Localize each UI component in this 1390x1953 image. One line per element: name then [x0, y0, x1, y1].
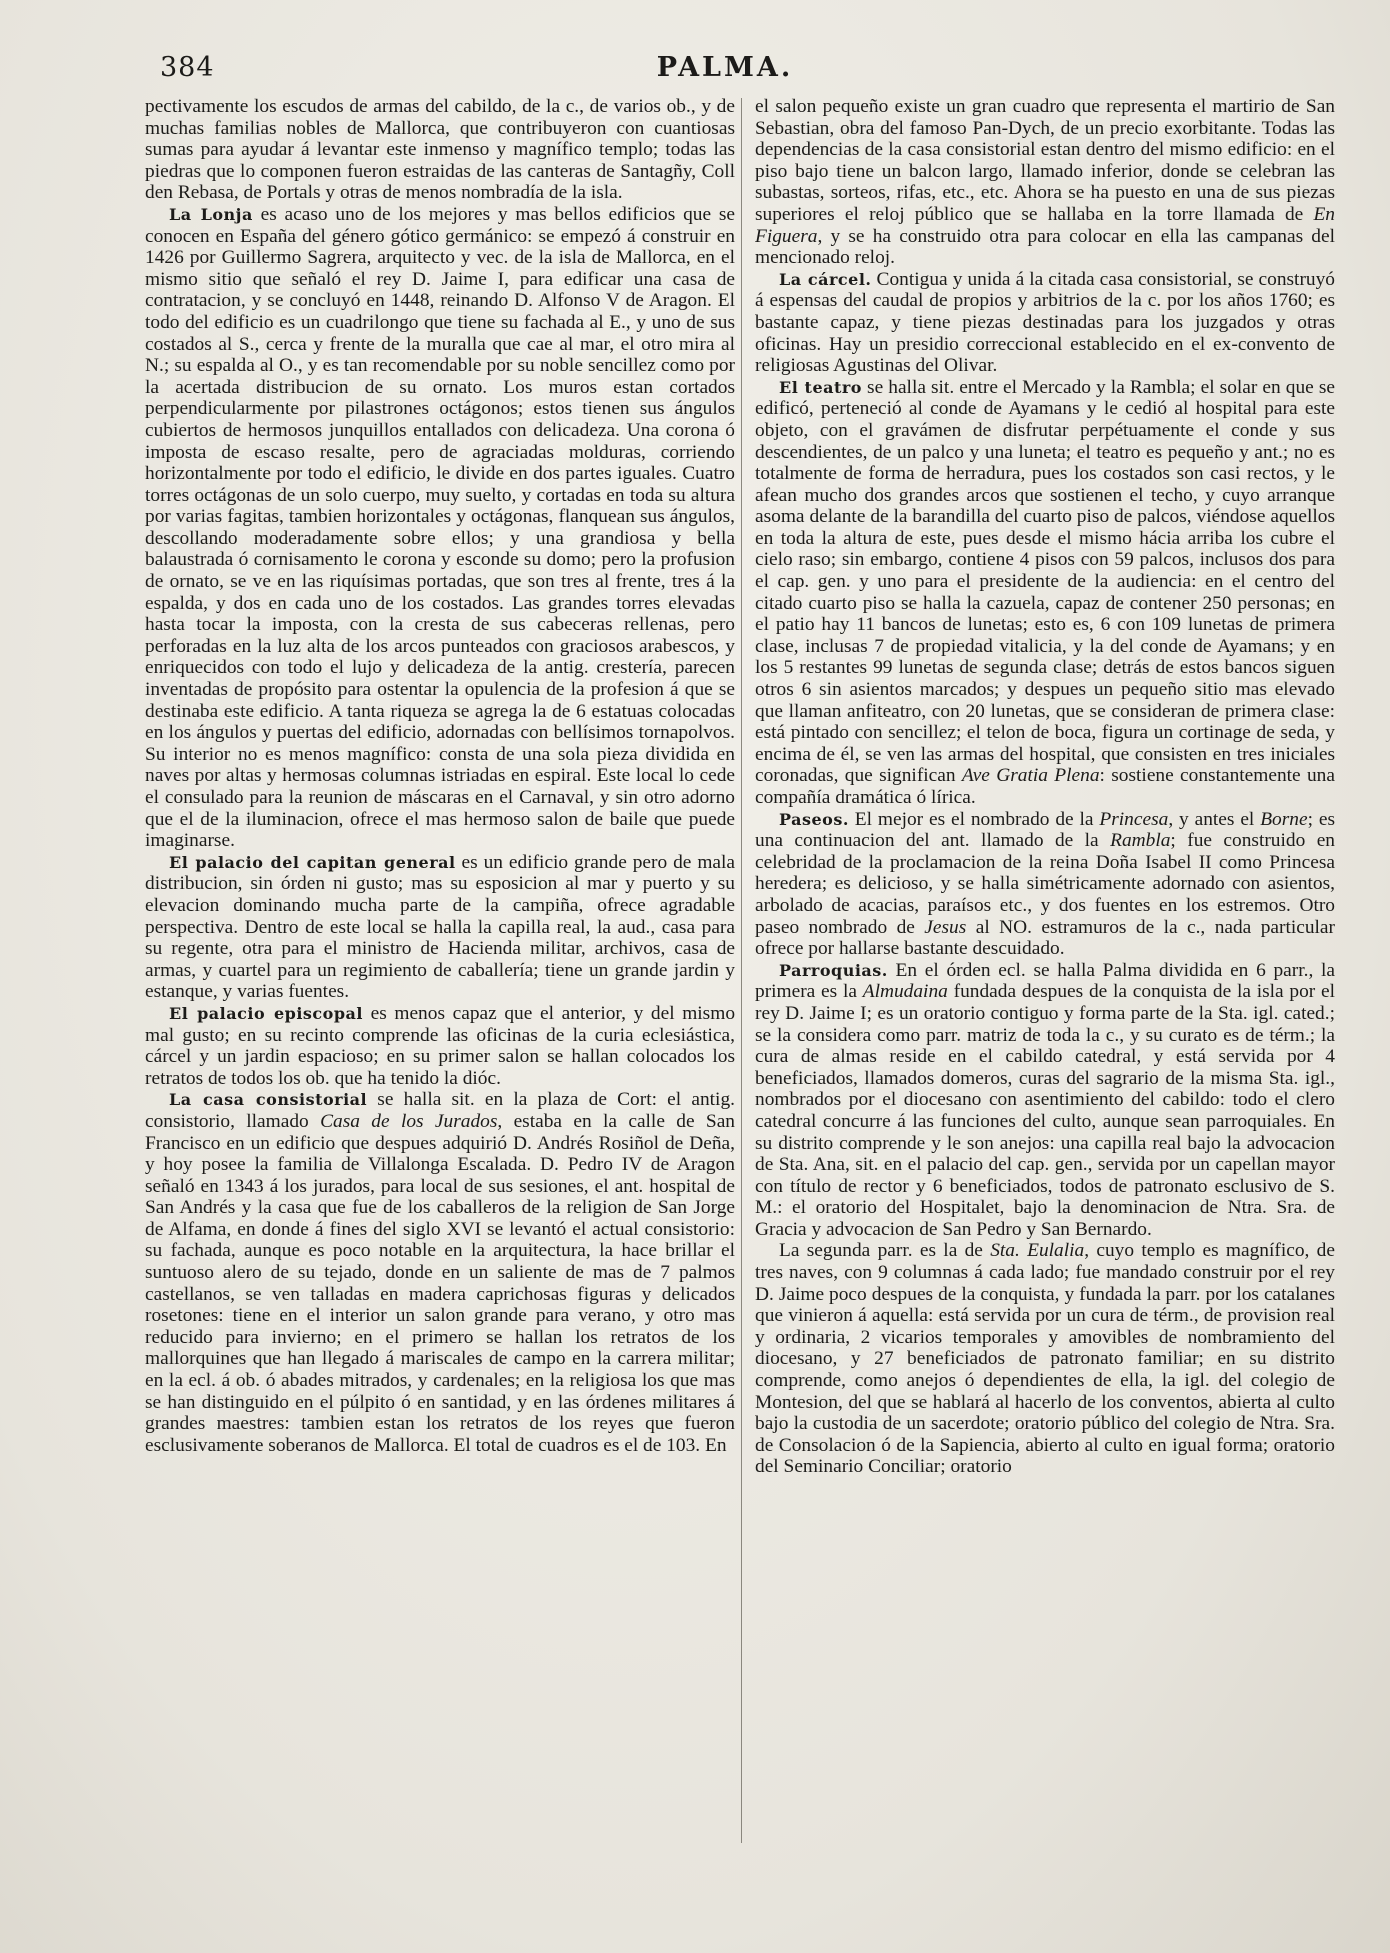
- page-header: [160, 52, 1290, 92]
- heading-palacio-capitan: El palacio del capitan general: [169, 852, 456, 872]
- paragraph-lonja: La Lonja es acaso uno de los mejores y mas bellos edificios que se conocen en España del género gótico germánico: se empezó á construir en 1426 por Guillermo Sagrera, arquitecto y vec. de la isla de Mallorca, en el mismo sitio que señaló el rey D. Jaime I, para edificar una casa de contratacion, y se concluyó en 1448, reinando D. Alfonso V de Aragon. El todo del edificio es un cuadrilongo que tiene su fachada al E., y uno de sus costados al S., cerca y frente de la muralla que cae al mar, el otro mira al N.; su espalda al O., y es tan recomendable por su noble sencillez como por la acertada distribucion de su ornato. Los muros estan cortados perpendicularmente por pilastrones octágonos; estos tienen sus ángulos cubiertos de hermosos junquillos entallados con delicadeza. Una corona ó imposta de escaso resalte, pero de agraciadas molduras, corriendo horizontalmente por todo el edificio, le divide en dos partes iguales. Cuatro torres octágonas de un solo cuerpo, muy suelto, y cortadas en toda su altura por varias fagitas, tambien horizontales y octágonas, flanquean sus ángulos, descollando moderadamente sobre ellos; y una grandiosa y bella balaustrada ó cornisamento le corona y esconde su domo; pero la profusion de ornato, se ve en las riquísimas portadas, que son tres al frente, tres á la espalda, y dos en cada uno de los costados. Las grandes torres elevadas hasta tocar la imposta, con la cresta de sus cabeceras rellenas, pero perforadas en la luz alta de los arcos punteados con graciosos arabescos, y enriquecidos con todo el lujo y delicadeza de la antig. crestería, parecen inventadas de propósito para ostentar la opulencia de la profesion á que se destinaba este edificio. A tanta riqueza se agrega la de 6 estatuas colocadas en los ángulos y puertas del edificio, adornadas con bellísimos tornapolvos. Su interior no es menos magnífico: consta de una sola pieza dividida en naves por altas y hermosas columnas istriadas en espiral. Este local lo cede el consulado para la reunion de máscaras en el Carnaval, y sin otro adorno que el de la iluminacion, ofrece el mas hermoso salon de baile que puede imaginarse.: [145, 203, 735, 852]
- paragraph-palacio-capitan: El palacio del capitan general es un edificio grande pero de mala distribucion, sin órden ni gusto; mas su esposicion al mar y puerto y su elevacion dominando mucha parte de la campiña, ofrece agradable perspectiva. Dentro de este local se halla la capilla real, la aud., casa para su regente, otra para el ministro de Hacienda militar, archivos, casa de armas, y cuartel para un regimiento de caballería; tiene un grande jardin y estanque, y varias fuentes.: [145, 851, 735, 1003]
- heading-carcel: La cárcel.: [779, 269, 872, 289]
- heading-parroquias: Parroquias.: [779, 960, 888, 980]
- paragraph-catedral-cont: pectivamente los escudos de armas del cabildo, de la c., de varios ob., y de muchas familias nobles de Mallorca, que contribuyeron con cuantiosas sumas para ayudar á levantar este inmenso y magnífico templo; todas las piedras que lo componen fueron estraidas de las canteras de Santagñy, Coll den Rebasa, de Portals y otras de menos nombradía de la isla.: [145, 96, 735, 204]
- paragraph-salon-cont: el salon pequeño existe un gran cuadro que representa el martirio de San Sebastian, obra del famoso Pan-Dych, de un precio exorbitante. Todas las dependencias de la casa consistorial estan dentro del mismo edificio: en el piso bajo tiene un balcon largo, llamado inferior, donde se celebran las subastas, sorteos, rifas, etc., etc. Ahora se ha puesto en una de sus piezas superiores el reloj público que se hallaba en la torre llamada de En Figuera, y se ha construido otra para colocar en ella las campanas del mencionado reloj.: [755, 96, 1335, 269]
- paragraph-segunda-parroquia: La segunda parr. es la de Sta. Eulalia, cuyo templo es magnífico, de tres naves, con 9 columnas á cada lado; fue mandado construir por el rey D. Jaime poco despues de la conquista, y fundada la parr. por los catalanes que vinieron á aquella: está servida por un cura de térm., de provision real y ordinaria, 2 vicarios temporales y amovibles de nombramiento del diocesano, y 27 beneficiados de patronato familiar; en su distrito comprende, como anejos ó dependientes de ella, la igl. del colegio de Montesion, del que se hablará al hacerlo de los conventos, abierta al culto bajo la custodia de un sacerdote; oratorio público del colegio de Ntra. Sra. de Consolacion ó de la Sapiencia, abierto al culto en igual forma; oratorio del Seminario Conciliar; oratorio: [755, 1240, 1335, 1478]
- page-number: 384: [160, 52, 215, 83]
- paragraph-carcel: La cárcel. Contigua y unida á la citada casa consistorial, se construyó á espensas del caudal de propios y arbitrios de la c. por los años 1760; es bastante capaz, y tiene piezas destinadas para los juzgados y otras oficinas. Hay un presidio correccional establecido en el ex-convento de religiosas Agustinas del Olivar.: [755, 268, 1335, 377]
- paragraph-parroquias: Parroquias. En el órden ecl. se halla Palma dividida en 6 parr., la primera es la Almudaina fundada despues de la conquista de la isla por el rey D. Jaime I; es un oratorio contiguo y forma parte de la Sta. igl. cated.; se la considera como parr. matriz de toda la c., y su curato es de térm.; la cura de almas reside en el cabildo catedral, y está servida por 4 beneficiados, llamados domeros, curas del sagrario de la misma Sta. igl., nombrados por el diocesano con asentimiento del cabildo: todo el clero catedral concurre á las funciones del culto, aunque sean parroquiales. En su distrito comprende y le son anejos: una capilla real bajo la advocacion de Sta. Ana, sit. en el palacio del cap. gen., servida por un capellan mayor con título de rector y 6 beneficiados, todos de patronato esclusivo de S. M.: el oratorio del Hospitalet, bajo la denominacion de Ntra. Sra. de Gracia y advocacion de San Pedro y San Bernardo.: [755, 959, 1335, 1240]
- right-column: [755, 96, 1335, 1896]
- column-divider: [741, 98, 742, 1843]
- heading-lonja: La Lonja: [169, 204, 253, 224]
- paragraph-casa-consistorial: La casa consistorial se halla sit. en la plaza de Cort: el antig. consistorio, llamado Casa de los Jurados, estaba en la calle de San Francisco en un edificio que despues adquirió D. Andrés Rosiñol de Deña, y hoy posee la familia de Villalonga Escalada. D. Pedro IV de Aragon señaló en 1343 á los jurados, para local de sus sesiones, el ant. hospital de San Andrés y la casa que fue de los caballeros de la religion de San Jorge de Alfama, en donde á fines del siglo XVI se levantó el actual consistorio: su fachada, aunque es poco notable en la arquitectura, la hace brillar el suntuoso alero de su tejado, donde en un saliente de mas de 7 palmos castellanos, se ven talladas en madera caprichosas figuras y delicados rosetones: tiene en el interior un salon grande para verano, y otro mas reducido para invierno; en el primero se hallan los retratos de los mallorquines que han llegado á mariscales de campo en la carrera militar; en la ecl. á ob. ó abades mitrados, y cardenales; en la religiosa los que mas se han distinguido en el púlpito ó en santidad, y en las órdenes militares á grandes maestres: tambien estan los retratos de los reyes que fueron esclusivamente soberanos de Mallorca. El total de cuadros es el de 103. En: [145, 1089, 735, 1456]
- heading-casa-consistorial: La casa consistorial: [169, 1090, 368, 1110]
- left-column: [145, 96, 735, 1896]
- heading-paseos: Paseos.: [779, 809, 849, 829]
- paragraph-palacio-episcopal: El palacio episcopal es menos capaz que el anterior, y del mismo mal gusto; en su recinto comprende las oficinas de la curia eclesiástica, cárcel y un jardin espacioso; en su primer salon se hallan colocados los retratos de todos los ob. que ha tenido la dióc.: [145, 1002, 735, 1089]
- paragraph-teatro: El teatro se halla sit. entre el Mercado y la Rambla; el solar en que se edificó, perteneció al conde de Ayamans y le cedió al hospital para este objeto, con el gravámen de disfrutar perpétuamente el conde y sus descendientes, de un palco y una luneta; el teatro es pequeño y ant.; no es totalmente de forma de herradura, pues los costados son casi rectos, y le afean mucho dos grandes arcos que sostienen el techo, y cuyo arranque asoma delante de la barandilla del cuarto piso de palcos, viéndose aquellos en toda la altura de este, pues desde el mismo hácia arriba los cubre el cielo raso; sin embargo, contiene 4 pisos con 59 palcos, inclusos dos para el cap. gen. y uno para el presidente de la audiencia: en el centro del citado cuarto piso se halla la cazuela, capaz de contener 250 personas; en el patio hay 11 bancos de lunetas; esto es, 6 con 109 lunetas de primera clase, inclusas 7 de propiedad vitalicia, y la del conde de Ayamans; y en los 5 restantes 99 lunetas de segunda clase; detrás de estos bancos siguen otros 6 sin asientos marcados; y despues un pequeño sitio mas elevado que llaman anfiteatro, con 20 lunetas, que se consideran de primera clase: está pintado con sencillez; el telon de boca, figura un cortinage de seda, y encima de él, se ven las armas del hospital, que consisten en tres iniciales coronadas, que significan Ave Gratia Plena: sostiene constantemente una compañía dramática ó lírica.: [755, 376, 1335, 808]
- running-head: PALMA.: [656, 52, 794, 83]
- heading-palacio-episcopal: El palacio episcopal: [169, 1003, 363, 1023]
- paragraph-paseos: Paseos. El mejor es el nombrado de la Princesa, y antes el Borne; es una continuacion del ant. llamado de la Rambla; fue construido en celebridad de la proclamacion de la reina Doña Isabel II como Princesa heredera; es delicioso, y se halla simétricamente adornado con asientos, arbolado de acacias, paraísos etc., y dos fuentes en los estremos. Otro paseo nombrado de Jesus al NO. estramuros de la c., nada particular ofrece por hallarse bastante descuidado.: [755, 808, 1335, 960]
- heading-teatro: El teatro: [779, 377, 862, 397]
